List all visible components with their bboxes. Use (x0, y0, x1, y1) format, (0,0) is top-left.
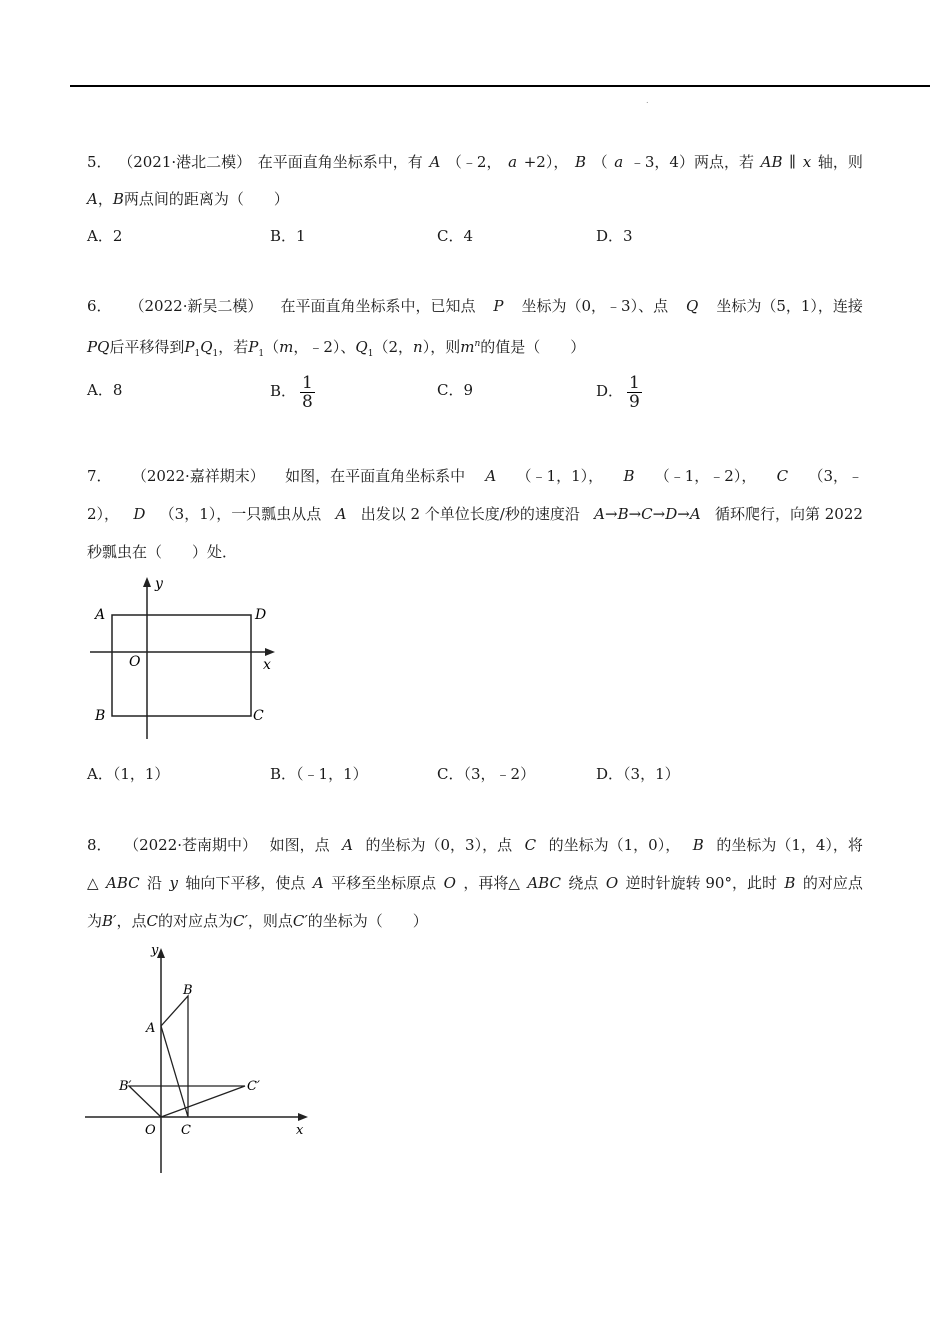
q6-line-2: PQ后平移得到$P_1Q_1$，若$P_1(m$，﹣2）、$Q_1(2$，n），则$m^n$的值是（ ） (87, 338, 586, 359)
q5-option-b[interactable]: B．1 (270, 227, 306, 245)
label-b-prime: B′ (119, 1079, 132, 1094)
q7-figure (85, 574, 285, 744)
q7-line-2: 2）， D （3，1），一只瓢虫从点 A 出发以 2 个单位长度/秒的速度沿 A→B→C→D→A 循环爬行，向第 2022 (87, 505, 863, 523)
q8-figure (85, 938, 320, 1178)
q7-option-b[interactable]: B．（﹣1，1） (270, 765, 368, 783)
q7-line-3: 秒瓢虫在（ ）处． (87, 543, 238, 561)
q7-option-c[interactable]: C．（3，﹣2） (437, 765, 536, 783)
q8-line-3: 为B′，点C的对应点为C′，则点C′的坐标为（ ） (87, 912, 428, 930)
label-o: O (129, 654, 141, 670)
fraction-one-eighth: $\frac{1}{8}$ (302, 372, 313, 412)
label-a: A (146, 1021, 156, 1036)
label-b: B (183, 983, 193, 998)
q6-option-b[interactable]: B． $\frac{1}{8}$ (270, 372, 313, 412)
q8-line-1: 8． （2022·苍南期中） 如图，点 A 的坐标为（0，3），点 C 的坐标为（1，0）， B 的坐标为（1，4），将 (87, 836, 863, 854)
label-b: B (95, 708, 106, 724)
q7-line-1: 7． （2022·嘉祥期末） 如图，在平面直角坐标系中 A （﹣1，1）， B （﹣1，﹣2）， C （3，﹣ (87, 467, 863, 485)
header-rule (70, 85, 930, 87)
label-c: C (253, 708, 264, 724)
label-o: O (145, 1123, 156, 1138)
q5-option-c[interactable]: C．4 (437, 227, 474, 245)
q6-option-d[interactable]: D． $\frac{1}{9}$ (596, 372, 640, 412)
label-c: C (181, 1123, 191, 1138)
q7-option-a[interactable]: A．（1，1） (87, 765, 170, 783)
label-y: y (155, 576, 163, 592)
q5-option-a[interactable]: A．2 (87, 227, 123, 245)
q6-line-1: 6． （2022·新吴二模） 在平面直角坐标系中，已知点 P 坐标为（0，﹣3）、点 Q 坐标为（5，1），连接 (87, 297, 863, 315)
q6-option-c[interactable]: C．9 (437, 381, 474, 399)
q6-option-a[interactable]: A．8 (87, 381, 123, 399)
q5-option-d[interactable]: D．3 (596, 227, 633, 245)
triangle-abc (161, 996, 188, 1117)
x-axis-arrow-icon (265, 648, 275, 656)
label-c-prime: C′ (247, 1079, 260, 1094)
q8-line-2: △ ABC 沿 y 轴向下平移，使点 A 平移至坐标原点 O ，再将△ ABC 绕点 O 逆时针旋转 90°，此时 B 的对应点 (87, 874, 863, 892)
y-axis-arrow-icon (143, 577, 151, 587)
q5-line-1: 5． （2021·港北二模） 在平面直角坐标系中，有 A （﹣2， a +2）， B （ a ﹣3，4）两点，若 AB ∥ x 轴，则 (87, 153, 863, 171)
q5-line-2: A，B两点间的距离为（ ） (87, 190, 289, 208)
label-a: A (95, 607, 106, 623)
x-axis-arrow-icon (298, 1113, 308, 1121)
header-dot: . (646, 96, 649, 105)
label-x: x (263, 657, 271, 673)
label-x: x (296, 1123, 304, 1138)
label-d: D (255, 607, 267, 623)
q7-option-d[interactable]: D．（3，1） (596, 765, 680, 783)
fraction-one-ninth: $\frac{1}{9}$ (629, 372, 640, 412)
label-y: y (151, 943, 159, 958)
